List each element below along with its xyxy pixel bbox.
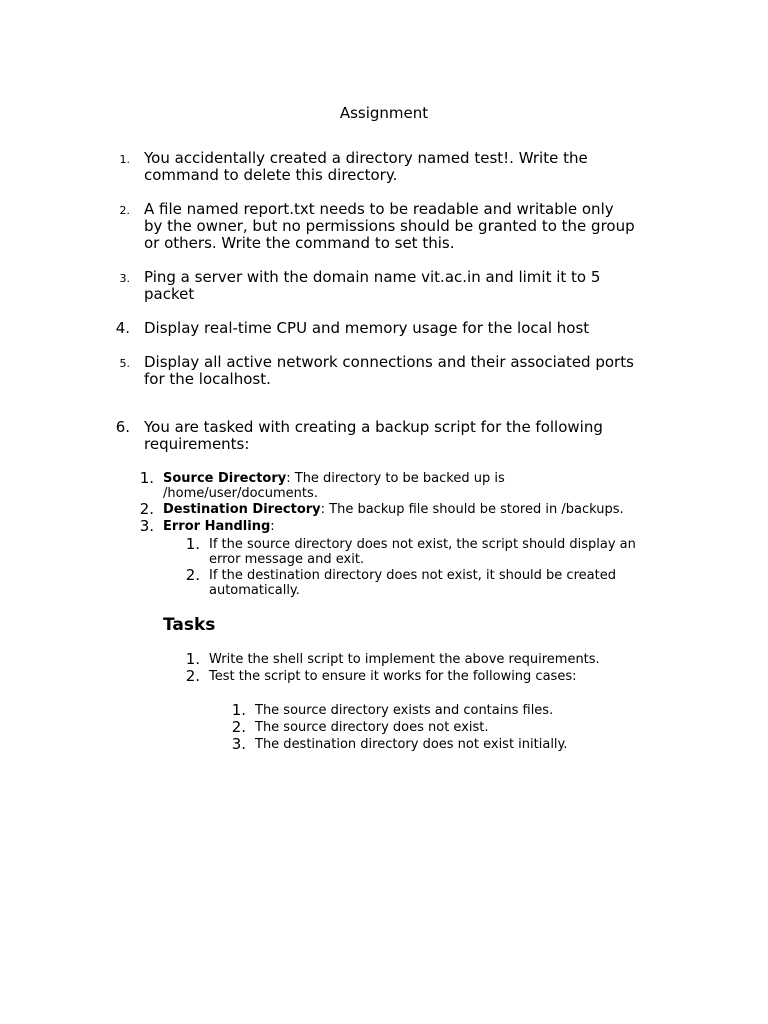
requirement-detail: : The backup file should be stored in /backups. — [320, 502, 624, 517]
requirement-line — [163, 502, 643, 517]
requirement-text — [163, 502, 643, 517]
question-number: 3. — [119, 272, 130, 285]
question-number: 1. — [119, 153, 130, 166]
error-handling-number: 1. — [185, 535, 200, 553]
case-text: The source directory exists and contains files. — [255, 703, 554, 718]
case-text: The destination directory does not exist initially. — [255, 737, 568, 752]
question-text — [144, 269, 664, 303]
question-line: You accidentally created a directory named test!. Write the — [144, 149, 588, 167]
question-number: 4. — [115, 319, 130, 337]
requirement-number: 3. — [139, 517, 154, 535]
error-handling-line: If the source directory does not exist, the script should display an — [209, 537, 636, 552]
requirement-label: Error Handling — [163, 519, 271, 534]
requirement-line — [163, 471, 643, 486]
error-handling-text — [209, 568, 659, 598]
case-number: 1. — [231, 701, 246, 719]
question-number: 6. — [115, 418, 130, 436]
case-number: 3. — [231, 735, 246, 753]
error-handling-line: automatically. — [209, 583, 300, 598]
tasks-heading: Tasks — [163, 615, 216, 635]
requirement-detail: : — [270, 519, 275, 534]
question-number: 5. — [119, 357, 130, 370]
question-line: packet — [144, 285, 195, 303]
question-line: for the localhost. — [144, 370, 271, 388]
question-line: Display real-time CPU and memory usage for the local host — [144, 319, 590, 337]
requirement-text — [163, 519, 643, 534]
task-number: 2. — [185, 667, 200, 685]
question-text — [144, 150, 664, 184]
requirement-label: Destination Directory — [163, 502, 321, 517]
error-handling-line: If the destination directory does not exist, it should be created — [209, 568, 616, 583]
question-line: command to delete this directory. — [144, 166, 398, 184]
requirement-line: /home/user/documents. — [163, 486, 318, 501]
question-text — [144, 419, 664, 453]
question-line: Ping a server with the domain name vit.ac.in and limit it to 5 — [144, 268, 601, 286]
case-text: The source directory does not exist. — [255, 720, 489, 735]
question-line: Display all active network connections and their associated ports — [144, 353, 634, 371]
task-number: 1. — [185, 650, 200, 668]
requirement-label: Source Directory — [163, 471, 287, 486]
case-number: 2. — [231, 718, 246, 736]
error-handling-number: 2. — [185, 566, 200, 584]
requirement-number: 1. — [139, 469, 154, 487]
question-text — [144, 320, 664, 337]
task-text: Test the script to ensure it works for the following cases: — [209, 669, 577, 684]
requirement-line — [163, 519, 643, 534]
question-number: 2. — [119, 204, 130, 217]
question-line: by the owner, but no permissions should be granted to the group — [144, 217, 635, 235]
question-line: requirements: — [144, 435, 250, 453]
requirement-text — [163, 471, 643, 501]
error-handling-line: error message and exit. — [209, 552, 365, 567]
error-handling-text — [209, 537, 659, 567]
question-line: You are tasked with creating a backup script for the following — [144, 418, 603, 436]
task-text: Write the shell script to implement the above requirements. — [209, 652, 600, 667]
requirement-detail: : The directory to be backed up is — [286, 471, 505, 486]
question-text — [144, 201, 664, 252]
assignment-title: Assignment — [339, 104, 429, 122]
question-line: A file named report.txt needs to be readable and writable only — [144, 200, 614, 218]
question-line: or others. Write the command to set this. — [144, 234, 455, 252]
requirement-number: 2. — [139, 500, 154, 518]
question-text — [144, 354, 664, 388]
